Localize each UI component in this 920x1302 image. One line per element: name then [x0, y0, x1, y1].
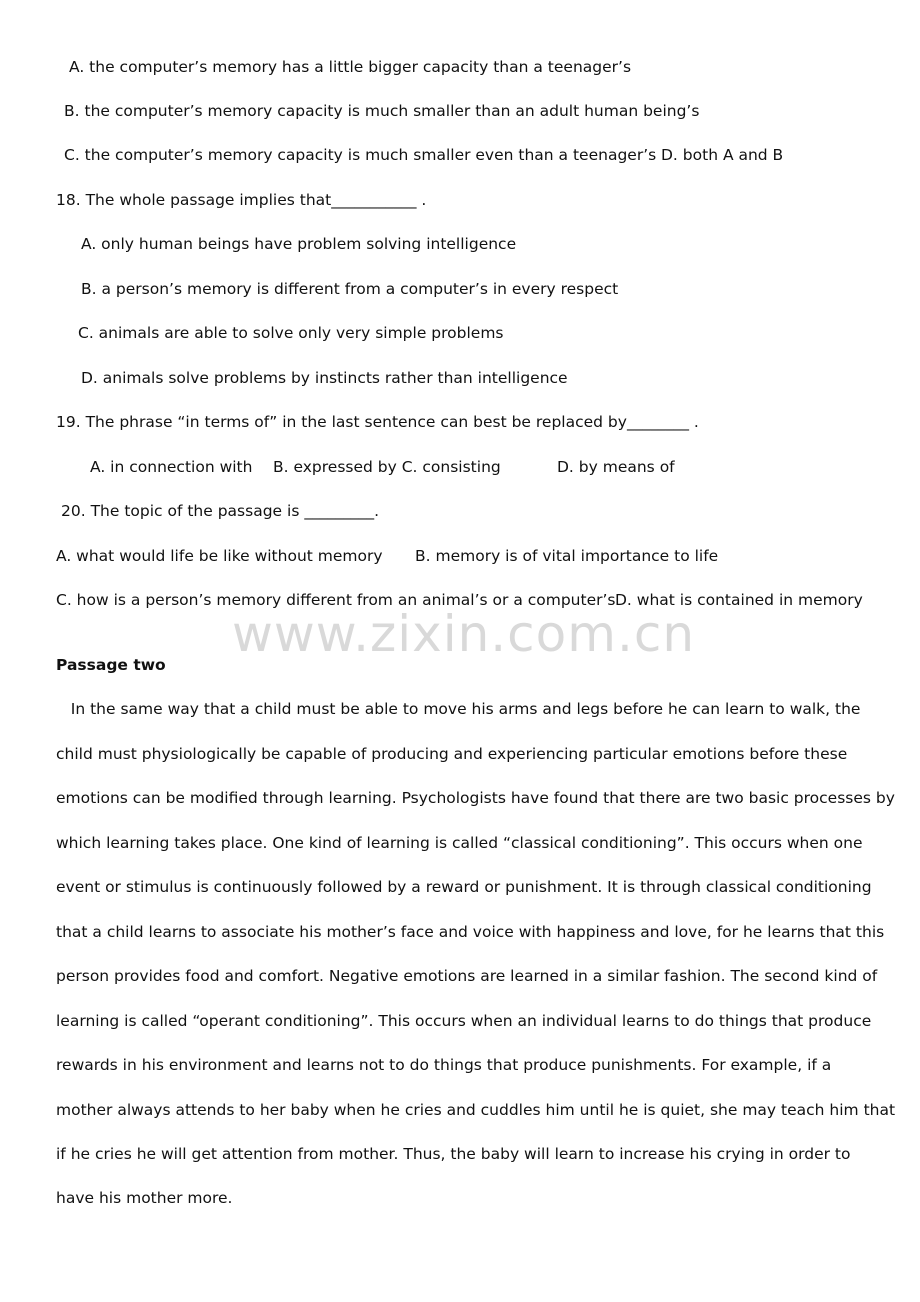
passage-line: have his mother more.	[56, 1189, 233, 1207]
passage-line: child must physiologically be capable of producing and experiencing particular emotions before these	[56, 745, 848, 763]
q20-stem: 20. The topic of the passage is _________.	[61, 502, 379, 520]
q18-option-c: C. animals are able to solve only very simple problems	[78, 324, 504, 342]
q19-stem: 19. The phrase “in terms of” in the last sentence can best be replaced by________ .	[56, 413, 699, 431]
q19-option-bc: B. expressed by C. consisting	[273, 458, 501, 476]
q17-option-b: B. the computer’s memory capacity is much smaller than an adult human being’s	[64, 102, 700, 120]
passage-line: if he cries he will get attention from mother. Thus, the baby will learn to increase his crying in order to	[56, 1145, 851, 1163]
q18-option-b: B. a person’s memory is different from a computer’s in every respect	[81, 280, 619, 298]
q20-option-b: B. memory is of vital importance to life	[415, 547, 719, 565]
passage-line: emotions can be modified through learning. Psychologists have found that there are two basic processes by	[56, 789, 895, 807]
passage-line: event or stimulus is continuously followed by a reward or punishment. It is through classical conditioning	[56, 878, 872, 896]
passage-line: In the same way that a child must be able to move his arms and legs before he can learn to walk, the	[56, 700, 861, 718]
passage-line: mother always attends to her baby when he cries and cuddles him until he is quiet, she may teach him that	[56, 1101, 896, 1119]
passage-line: that a child learns to associate his mother’s face and voice with happiness and love, for he learns that this	[56, 923, 885, 941]
q20-option-d: D. what is contained in memory	[615, 591, 863, 609]
q20-option-c: C. how is a person’s memory different from an animal’s or a computer’s	[56, 591, 616, 609]
passage-two-heading: Passage two	[56, 656, 166, 674]
q18-option-d: D. animals solve problems by instincts rather than intelligence	[81, 369, 568, 387]
q17-option-a: A. the computer’s memory has a little bigger capacity than a teenager’s	[69, 58, 632, 76]
passage-line: rewards in his environment and learns not to do things that produce punishments. For example, if a	[56, 1056, 832, 1074]
passage-line: learning is called “operant conditioning”. This occurs when an individual learns to do things that produce	[56, 1012, 872, 1030]
passage-line: person provides food and comfort. Negative emotions are learned in a similar fashion. The second kind of	[56, 967, 878, 985]
passage-line: which learning takes place. One kind of learning is called “classical conditioning”. This occurs when one	[56, 834, 863, 852]
q18-option-a: A. only human beings have problem solving intelligence	[81, 235, 517, 253]
watermark: www.zixin.com.cn	[232, 605, 696, 663]
q19-option-d: D. by means of	[557, 458, 675, 476]
q17-option-c: C. the computer’s memory capacity is much smaller even than a teenager’s	[64, 146, 657, 164]
q19-option-a: A. in connection with	[90, 458, 253, 476]
q18-stem: 18. The whole passage implies that___________ .	[56, 191, 427, 209]
q17-option-d: D. both A and B	[661, 146, 784, 164]
q20-option-a: A. what would life be like without memory	[56, 547, 383, 565]
